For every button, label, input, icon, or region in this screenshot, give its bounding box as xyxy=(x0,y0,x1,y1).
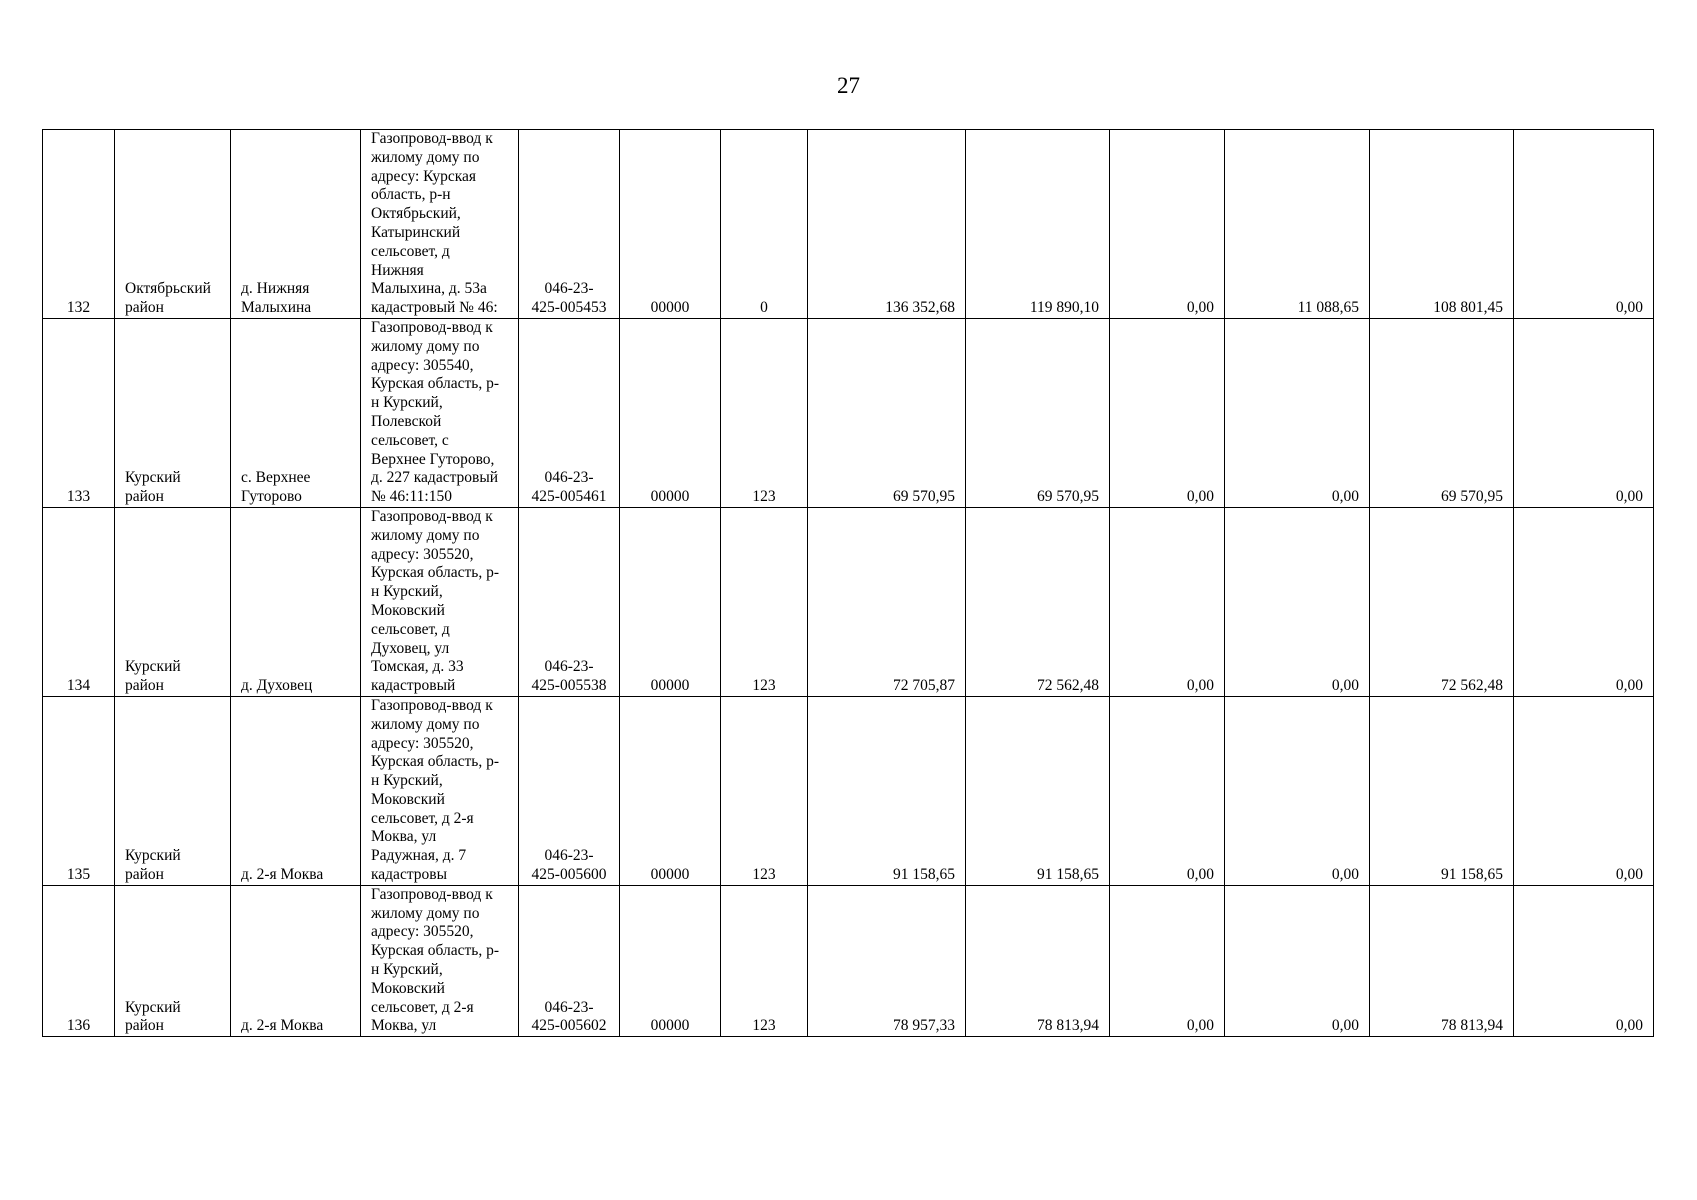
amount-total-cell: 136 352,68 xyxy=(808,130,966,319)
amount-col13-cell: 0,00 xyxy=(1514,696,1654,885)
registry-table-body xyxy=(43,130,1654,1037)
amount-total-cell: 72 705,87 xyxy=(808,507,966,696)
object-description-cell: Газопровод-ввод к жилому дому по адресу: 305520, Курская область, р- н Курский, Моковский сельсовет, д Духовец, ул Томская, д. 33 кадастровый xyxy=(361,507,519,696)
code-00000-cell: 00000 xyxy=(620,507,721,696)
table-row xyxy=(43,696,1654,885)
object-code-cell: 046-23- 425-005453 xyxy=(519,130,620,319)
amount-col11-cell: 11 088,65 xyxy=(1225,130,1370,319)
amount-col12-cell: 91 158,65 xyxy=(1370,696,1514,885)
table-row xyxy=(43,885,1654,1036)
table-row xyxy=(43,130,1654,319)
object-description-cell: Газопровод-ввод к жилому дому по адресу: Курская область, р-н Октябрьский, Катыринский сельсовет, д Нижняя Малыхина, д. 53а кадастровый № 46: xyxy=(361,130,519,319)
row-number: 132 xyxy=(43,130,115,319)
amount-col11-cell: 0,00 xyxy=(1225,507,1370,696)
code-123-cell: 0 xyxy=(721,130,808,319)
amount-col10-cell: 0,00 xyxy=(1110,130,1225,319)
page-number: 27 xyxy=(837,73,860,98)
row-number: 136 xyxy=(43,885,115,1036)
district-cell: Курский район xyxy=(115,507,231,696)
object-code-cell: 046-23- 425-005538 xyxy=(519,507,620,696)
amount-col13-cell: 0,00 xyxy=(1514,885,1654,1036)
row-number: 134 xyxy=(43,507,115,696)
amount-col10-cell: 0,00 xyxy=(1110,885,1225,1036)
amount-col13-cell: 0,00 xyxy=(1514,507,1654,696)
amount-col13-cell: 0,00 xyxy=(1514,130,1654,319)
registry-table xyxy=(42,129,1654,1037)
code-123-cell: 123 xyxy=(721,318,808,507)
amount-residual-cell: 69 570,95 xyxy=(966,318,1110,507)
settlement-cell: д. 2-я Моква xyxy=(231,696,361,885)
amount-col11-cell: 0,00 xyxy=(1225,318,1370,507)
row-number: 135 xyxy=(43,696,115,885)
object-description-cell: Газопровод-ввод к жилому дому по адресу: 305520, Курская область, р- н Курский, Моковский сельсовет, д 2-я Моква, ул xyxy=(361,885,519,1036)
code-00000-cell: 00000 xyxy=(620,696,721,885)
row-number: 133 xyxy=(43,318,115,507)
amount-col12-cell: 72 562,48 xyxy=(1370,507,1514,696)
amount-total-cell: 78 957,33 xyxy=(808,885,966,1036)
settlement-cell: д. Духовец xyxy=(231,507,361,696)
code-00000-cell: 00000 xyxy=(620,318,721,507)
code-123-cell: 123 xyxy=(721,696,808,885)
object-code-cell: 046-23- 425-005600 xyxy=(519,696,620,885)
code-00000-cell: 00000 xyxy=(620,885,721,1036)
amount-col10-cell: 0,00 xyxy=(1110,318,1225,507)
object-code-cell: 046-23- 425-005461 xyxy=(519,318,620,507)
amount-col11-cell: 0,00 xyxy=(1225,885,1370,1036)
district-cell: Октябрьский район xyxy=(115,130,231,319)
district-cell: Курский район xyxy=(115,885,231,1036)
amount-col13-cell: 0,00 xyxy=(1514,318,1654,507)
code-123-cell: 123 xyxy=(721,885,808,1036)
amount-col12-cell: 78 813,94 xyxy=(1370,885,1514,1036)
amount-col12-cell: 108 801,45 xyxy=(1370,130,1514,319)
object-description-cell: Газопровод-ввод к жилому дому по адресу: 305520, Курская область, р- н Курский, Моковский сельсовет, д 2-я Моква, ул Радужная, д. 7 кадастровы xyxy=(361,696,519,885)
amount-residual-cell: 119 890,10 xyxy=(966,130,1110,319)
amount-col12-cell: 69 570,95 xyxy=(1370,318,1514,507)
district-cell: Курский район xyxy=(115,696,231,885)
settlement-cell: д. 2-я Моква xyxy=(231,885,361,1036)
settlement-cell: с. Верхнее Гуторово xyxy=(231,318,361,507)
amount-residual-cell: 72 562,48 xyxy=(966,507,1110,696)
object-description-cell: Газопровод-ввод к жилому дому по адресу: 305540, Курская область, р- н Курский, Полевской сельсовет, с Верхнее Гуторово, д. 227 кадастровый № 46:11:150 xyxy=(361,318,519,507)
amount-col10-cell: 0,00 xyxy=(1110,507,1225,696)
settlement-cell: д. Нижняя Малыхина xyxy=(231,130,361,319)
code-123-cell: 123 xyxy=(721,507,808,696)
district-cell: Курский район xyxy=(115,318,231,507)
amount-col10-cell: 0,00 xyxy=(1110,696,1225,885)
amount-total-cell: 91 158,65 xyxy=(808,696,966,885)
amount-total-cell: 69 570,95 xyxy=(808,318,966,507)
table-row xyxy=(43,507,1654,696)
object-code-cell: 046-23- 425-005602 xyxy=(519,885,620,1036)
amount-residual-cell: 91 158,65 xyxy=(966,696,1110,885)
code-00000-cell: 00000 xyxy=(620,130,721,319)
amount-residual-cell: 78 813,94 xyxy=(966,885,1110,1036)
table-row xyxy=(43,318,1654,507)
amount-col11-cell: 0,00 xyxy=(1225,696,1370,885)
